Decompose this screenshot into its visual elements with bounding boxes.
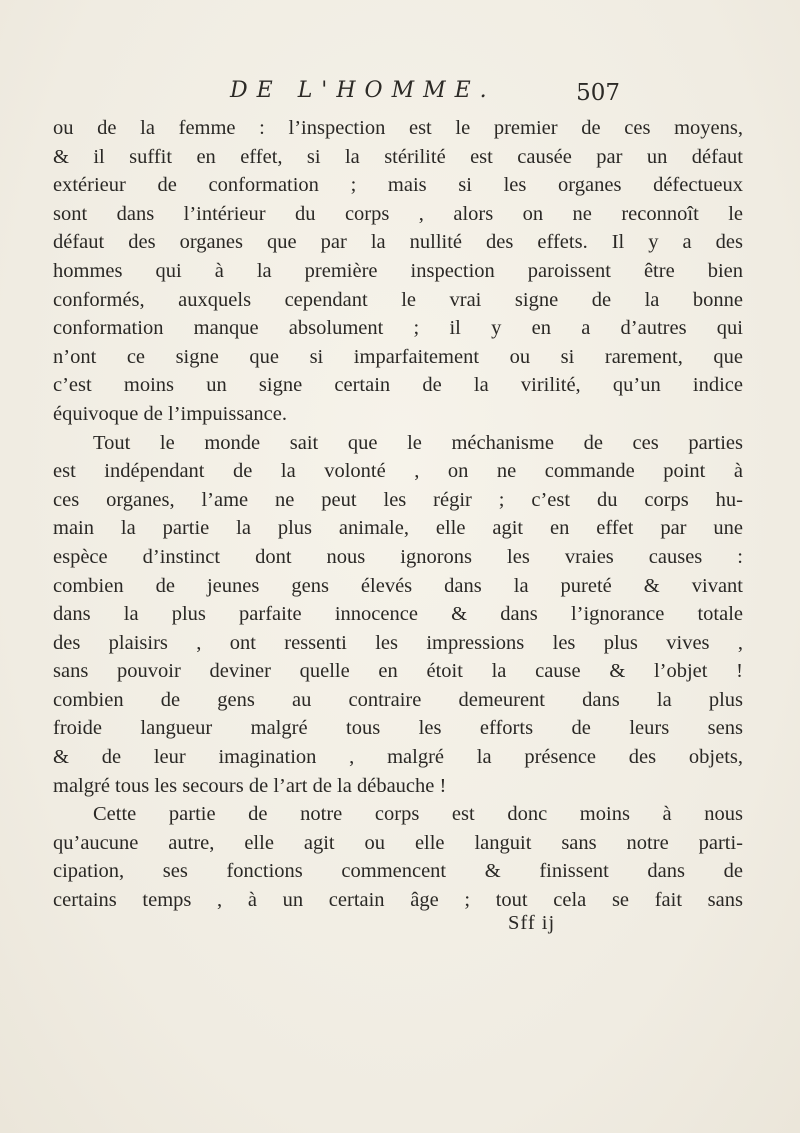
text-line: est indépendant de la volonté , on ne commande point à xyxy=(53,460,743,483)
text-line: combien de jeunes gens élevés dans la pureté & vivant xyxy=(53,574,743,597)
text-line: ces organes, l’ame ne peut les régir ; c’est du corps hu- xyxy=(53,488,743,511)
running-title: DE L'HOMME. xyxy=(230,78,496,103)
body-text xyxy=(53,114,743,915)
text-line: hommes qui à la première inspection paroissent être bien xyxy=(53,259,743,282)
text-line: qu’aucune autre, elle agit ou elle languit sans notre parti- xyxy=(53,831,743,854)
text-line: espèce d’instinct dont nous ignorons les vraies causes : xyxy=(53,545,743,568)
text-line: équivoque de l’impuissance. xyxy=(53,402,287,425)
text-line: sont dans l’intérieur du corps , alors on ne reconnoît le xyxy=(53,202,743,225)
text-line: Tout le monde sait que le méchanisme de ces parties xyxy=(93,431,743,454)
text-line: certains temps , à un certain âge ; tout cela se fait sans xyxy=(53,889,743,912)
text-line: malgré tous les secours de l’art de la débauche ! xyxy=(53,774,447,797)
text-line: des plaisirs , ont ressenti les impressions les plus vives , xyxy=(53,631,743,654)
text-line: conformés, auxquels cependant le vrai signe de la bonne xyxy=(53,288,743,311)
text-line: combien de gens au contraire demeurent dans la plus xyxy=(53,688,743,711)
text-line: n’ont ce signe que si imparfaitement ou si rarement, que xyxy=(53,345,743,368)
text-line: sans pouvoir deviner quelle en étoit la cause & l’objet ! xyxy=(53,660,743,683)
text-line: extérieur de conformation ; mais si les organes défectueux xyxy=(53,174,743,197)
page-header xyxy=(220,76,620,108)
text-line: ou de la femme : l’inspection est le premier de ces moyens, xyxy=(53,117,743,139)
text-line: c’est moins un signe certain de la virilité, qu’un indice xyxy=(53,374,743,397)
text-line: dans la plus parfaite innocence & dans l’ignorance totale xyxy=(53,603,743,626)
text-line: Cette partie de notre corps est donc moins à nous xyxy=(93,803,743,826)
page-number: 507 xyxy=(576,80,620,106)
signature-mark: Sff ij xyxy=(508,912,556,934)
text-line: main la partie la plus animale, elle agit en effet par une xyxy=(53,517,743,540)
text-line: froide langueur malgré tous les efforts de leurs sens xyxy=(53,717,743,740)
text-line: & il suffit en effet, si la stérilité est causée par un défaut xyxy=(53,145,743,168)
text-line: cipation, ses fonctions commencent & finissent dans de xyxy=(53,860,743,883)
text-line: conformation manque absolument ; il y en a d’autres qui xyxy=(53,317,743,340)
text-line: & de leur imagination , malgré la présence des objets, xyxy=(53,746,743,769)
text-line: défaut des organes que par la nullité des effets. Il y a des xyxy=(53,231,743,254)
